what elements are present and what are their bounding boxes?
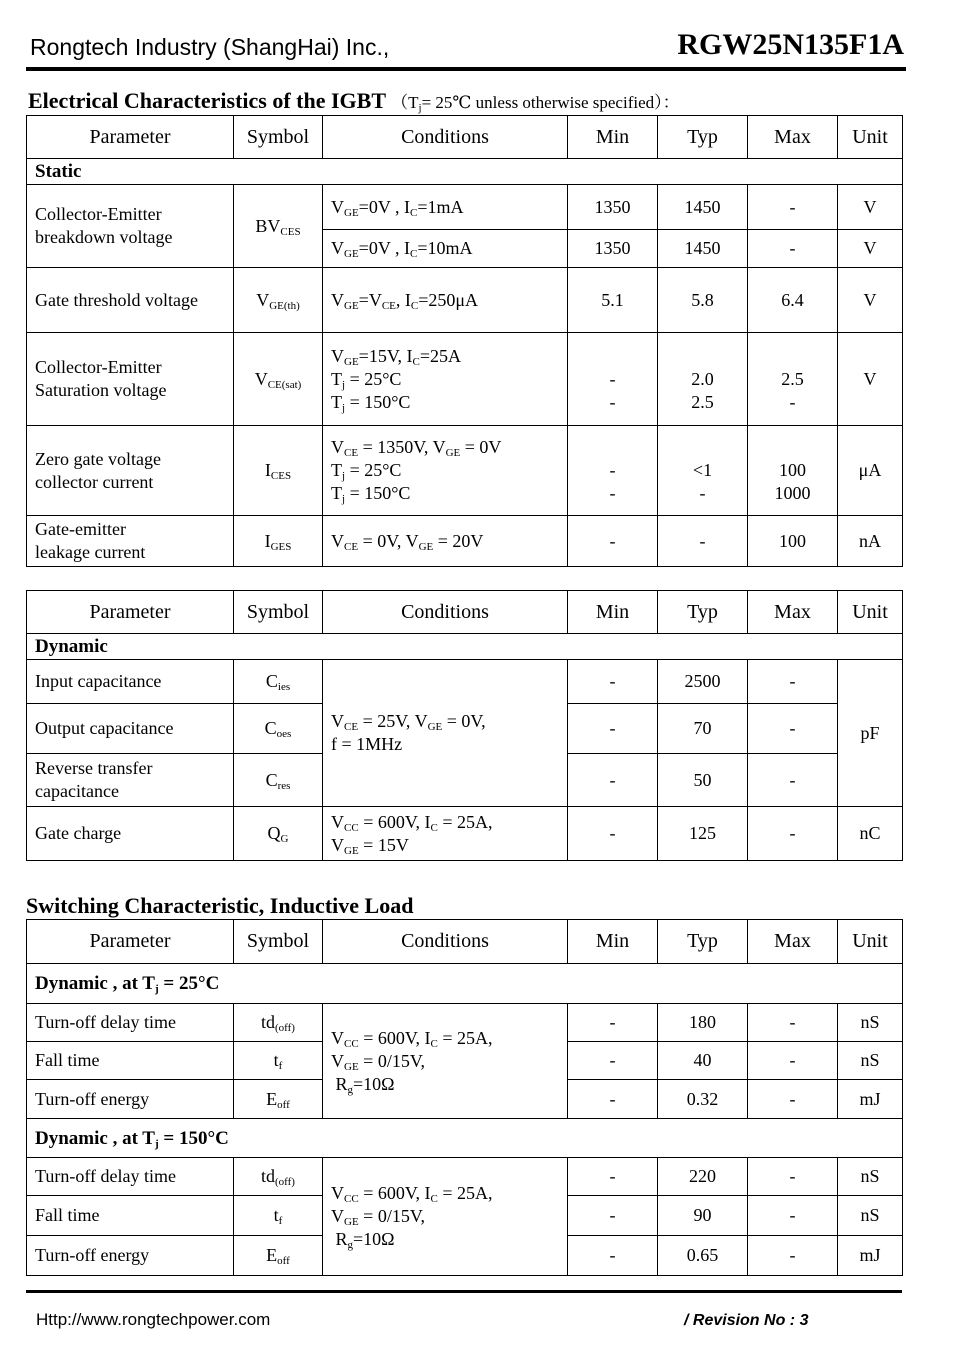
- col-max: Max: [748, 591, 838, 634]
- typ-cell: 70: [658, 704, 748, 754]
- unit-cell: nS: [838, 1158, 903, 1196]
- conditions-cell: $V_{GE}=V_{CE}$, $I_C=250\mu A$: [323, 268, 568, 333]
- typ-cell: 0.65: [658, 1236, 748, 1276]
- symbol-cell: $E_{off}$: [234, 1080, 323, 1119]
- table-header-row: [27, 591, 903, 634]
- max-cell: 100: [748, 516, 838, 567]
- header-rule: [26, 67, 906, 71]
- min-cell: 1350: [568, 185, 658, 230]
- typ-cell: 1450: [658, 185, 748, 230]
- table-header-row: [27, 116, 903, 159]
- param-cell: Gate charge: [27, 807, 234, 861]
- col-typ: Typ: [658, 116, 748, 159]
- max-cell: 100 1000: [748, 426, 838, 516]
- switching-table: [26, 919, 903, 1276]
- symbol-cell: $Q_G$: [234, 807, 323, 861]
- col-parameter: Parameter: [27, 920, 234, 964]
- group-label: Dynamic , at $T_j = 25^\circ C$: [27, 964, 903, 1004]
- table-row: [27, 185, 903, 230]
- conditions-cell: $V_{CE} = 0V$, $V_{GE} = 20V$: [323, 516, 568, 567]
- unit-cell: V: [838, 333, 903, 426]
- col-typ: Typ: [658, 920, 748, 964]
- typ-cell: 220: [658, 1158, 748, 1196]
- col-parameter: Parameter: [27, 116, 234, 159]
- typ-cell: 125: [658, 807, 748, 861]
- section-title-text: Electrical Characteristics of the IGBT: [28, 88, 386, 113]
- param-cell: Output capacitance: [27, 704, 234, 754]
- param-cell: Turn-off energy: [27, 1236, 234, 1276]
- typ-cell: 2500: [658, 660, 748, 704]
- unit-cell: nS: [838, 1196, 903, 1236]
- symbol-cell: $td_{(off)}$: [234, 1004, 323, 1042]
- unit-cell: nA: [838, 516, 903, 567]
- table-row: [27, 807, 903, 861]
- conditions-cell: $V_{GE}=15V$, $I_C=25A$ $T_j = 25^\circ C$ $T_j = 150^\circ C$: [323, 333, 568, 426]
- static-table: [26, 115, 903, 567]
- typ-cell: 90: [658, 1196, 748, 1236]
- unit-cell: mJ: [838, 1236, 903, 1276]
- param-cell: Turn-off delay time: [27, 1158, 234, 1196]
- param-cell: Zero gate voltage collector current: [27, 426, 234, 516]
- min-cell: -: [568, 704, 658, 754]
- param-cell: Gate-emitter leakage current: [27, 516, 234, 567]
- group-row-static: [27, 159, 903, 185]
- typ-cell: 1450: [658, 230, 748, 268]
- min-cell: -: [568, 1236, 658, 1276]
- company-name: Rongtech Industry (ShangHai) Inc.,: [30, 34, 390, 60]
- table-row: [27, 1004, 903, 1042]
- col-min: Min: [568, 591, 658, 634]
- footer-rule: [26, 1290, 902, 1293]
- symbol-cell: $t_f$: [234, 1196, 323, 1236]
- col-typ: Typ: [658, 591, 748, 634]
- unit-cell: μA: [838, 426, 903, 516]
- unit-cell: pF: [838, 660, 903, 807]
- max-cell: 2.5 -: [748, 333, 838, 426]
- param-cell: Fall time: [27, 1196, 234, 1236]
- unit-cell: nC: [838, 807, 903, 861]
- col-conditions: Conditions: [323, 116, 568, 159]
- min-cell: -: [568, 754, 658, 807]
- group-label: Dynamic: [27, 634, 903, 660]
- min-cell: -: [568, 660, 658, 704]
- min-cell: -: [568, 807, 658, 861]
- unit-cell: V: [838, 185, 903, 230]
- symbol-cell: $V_{CE(sat)}$: [234, 333, 323, 426]
- col-symbol: Symbol: [234, 920, 323, 964]
- col-min: Min: [568, 920, 658, 964]
- max-cell: -: [748, 704, 838, 754]
- max-cell: 6.4: [748, 268, 838, 333]
- conditions-cell: $V_{CE} = 25V$, $V_{GE} = 0V$, f = 1MHz: [323, 660, 568, 807]
- symbol-cell: $t_f$: [234, 1042, 323, 1080]
- col-unit: Unit: [838, 116, 903, 159]
- col-parameter: Parameter: [27, 591, 234, 634]
- typ-cell: 40: [658, 1042, 748, 1080]
- min-cell: -: [568, 1004, 658, 1042]
- conditions-cell: $V_{CC} = 600V$, $I_C = 25A$, $V_{GE} = 15V$: [323, 807, 568, 861]
- table-header-row: [27, 920, 903, 964]
- table-row: [27, 426, 903, 516]
- section-title-electrical: [28, 88, 680, 114]
- group-label: Dynamic , at $T_j = 150^\circ C$: [27, 1119, 903, 1158]
- param-cell: Collector-Emitter Saturation voltage: [27, 333, 234, 426]
- typ-cell: 50: [658, 754, 748, 807]
- group-label: Static: [27, 159, 903, 185]
- part-number: RGW25N135F1A: [677, 28, 904, 61]
- col-max: Max: [748, 920, 838, 964]
- min-cell: -: [568, 1196, 658, 1236]
- col-max: Max: [748, 116, 838, 159]
- max-cell: -: [748, 185, 838, 230]
- footer-url-link[interactable]: Http://www.rongtechpower.com: [36, 1310, 271, 1329]
- min-cell: -: [568, 1080, 658, 1119]
- table-row: [27, 516, 903, 567]
- unit-cell: nS: [838, 1004, 903, 1042]
- revision-number: / Revision No : 3: [684, 1312, 809, 1329]
- conditions-cell: $V_{CE} = 1350V$, $V_{GE} = 0V$ $T_j = 25^\circ C$ $T_j = 150^\circ C$: [323, 426, 568, 516]
- min-cell: -: [568, 1042, 658, 1080]
- table-row: [27, 333, 903, 426]
- section-subtitle: （$T_j=$ 25℃ unless otherwise specified）：: [391, 93, 680, 114]
- symbol-cell: $BV_{CES}$: [234, 185, 323, 268]
- typ-cell: 2.0 2.5: [658, 333, 748, 426]
- conditions-cell: $V_{GE}=0V$ , $I_C=10mA$: [323, 230, 568, 268]
- param-cell: Input capacitance: [27, 660, 234, 704]
- conditions-cell: $V_{GE}=0V$ , $I_C=1mA$: [323, 185, 568, 230]
- col-unit: Unit: [838, 920, 903, 964]
- min-cell: 5.1: [568, 268, 658, 333]
- param-cell: Turn-off energy: [27, 1080, 234, 1119]
- param-cell: Gate threshold voltage: [27, 268, 234, 333]
- col-symbol: Symbol: [234, 591, 323, 634]
- symbol-cell: $V_{GE(th)}$: [234, 268, 323, 333]
- symbol-cell: $I_{CES}$: [234, 426, 323, 516]
- max-cell: -: [748, 1236, 838, 1276]
- min-cell: -: [568, 1158, 658, 1196]
- col-min: Min: [568, 116, 658, 159]
- max-cell: -: [748, 1004, 838, 1042]
- symbol-cell: $td_{(off)}$: [234, 1158, 323, 1196]
- typ-cell: 180: [658, 1004, 748, 1042]
- unit-cell: V: [838, 268, 903, 333]
- max-cell: -: [748, 754, 838, 807]
- min-cell: - -: [568, 333, 658, 426]
- col-conditions: Conditions: [323, 591, 568, 634]
- max-cell: -: [748, 660, 838, 704]
- col-conditions: Conditions: [323, 920, 568, 964]
- param-cell: Collector-Emitter breakdown voltage: [27, 185, 234, 268]
- conditions-cell: $V_{CC} = 600V$, $I_C = 25A$, $V_{GE} = 0/15V$, $R_g=10\Omega$: [323, 1004, 568, 1119]
- conditions-cell: $V_{CC} = 600V$, $I_C = 25A$, $V_{GE} = 0/15V$, $R_g=10\Omega$: [323, 1158, 568, 1276]
- symbol-cell: $I_{GES}$: [234, 516, 323, 567]
- param-cell: Turn-off delay time: [27, 1004, 234, 1042]
- typ-cell: 0.32: [658, 1080, 748, 1119]
- table-row: [27, 1158, 903, 1196]
- max-cell: -: [748, 1080, 838, 1119]
- col-symbol: Symbol: [234, 116, 323, 159]
- param-cell: Reverse transfer capacitance: [27, 754, 234, 807]
- group-row-dynamic: [27, 634, 903, 660]
- max-cell: -: [748, 230, 838, 268]
- unit-cell: nS: [838, 1042, 903, 1080]
- group-row-25c: [27, 964, 903, 1004]
- max-cell: -: [748, 1158, 838, 1196]
- section-title-switching: Switching Characteristic, Inductive Load: [26, 893, 414, 918]
- table-row: [27, 660, 903, 704]
- symbol-cell: $C_{res}$: [234, 754, 323, 807]
- table-row: [27, 268, 903, 333]
- dynamic-table: [26, 590, 903, 861]
- max-cell: -: [748, 807, 838, 861]
- typ-cell: 5.8: [658, 268, 748, 333]
- typ-cell: -: [658, 516, 748, 567]
- symbol-cell: $E_{off}$: [234, 1236, 323, 1276]
- symbol-cell: $C_{ies}$: [234, 660, 323, 704]
- typ-cell: <1 -: [658, 426, 748, 516]
- col-unit: Unit: [838, 591, 903, 634]
- group-row-150c: [27, 1119, 903, 1158]
- min-cell: -: [568, 516, 658, 567]
- unit-cell: mJ: [838, 1080, 903, 1119]
- param-cell: Fall time: [27, 1042, 234, 1080]
- unit-cell: V: [838, 230, 903, 268]
- max-cell: -: [748, 1042, 838, 1080]
- symbol-cell: $C_{oes}$: [234, 704, 323, 754]
- min-cell: 1350: [568, 230, 658, 268]
- min-cell: - -: [568, 426, 658, 516]
- max-cell: -: [748, 1196, 838, 1236]
